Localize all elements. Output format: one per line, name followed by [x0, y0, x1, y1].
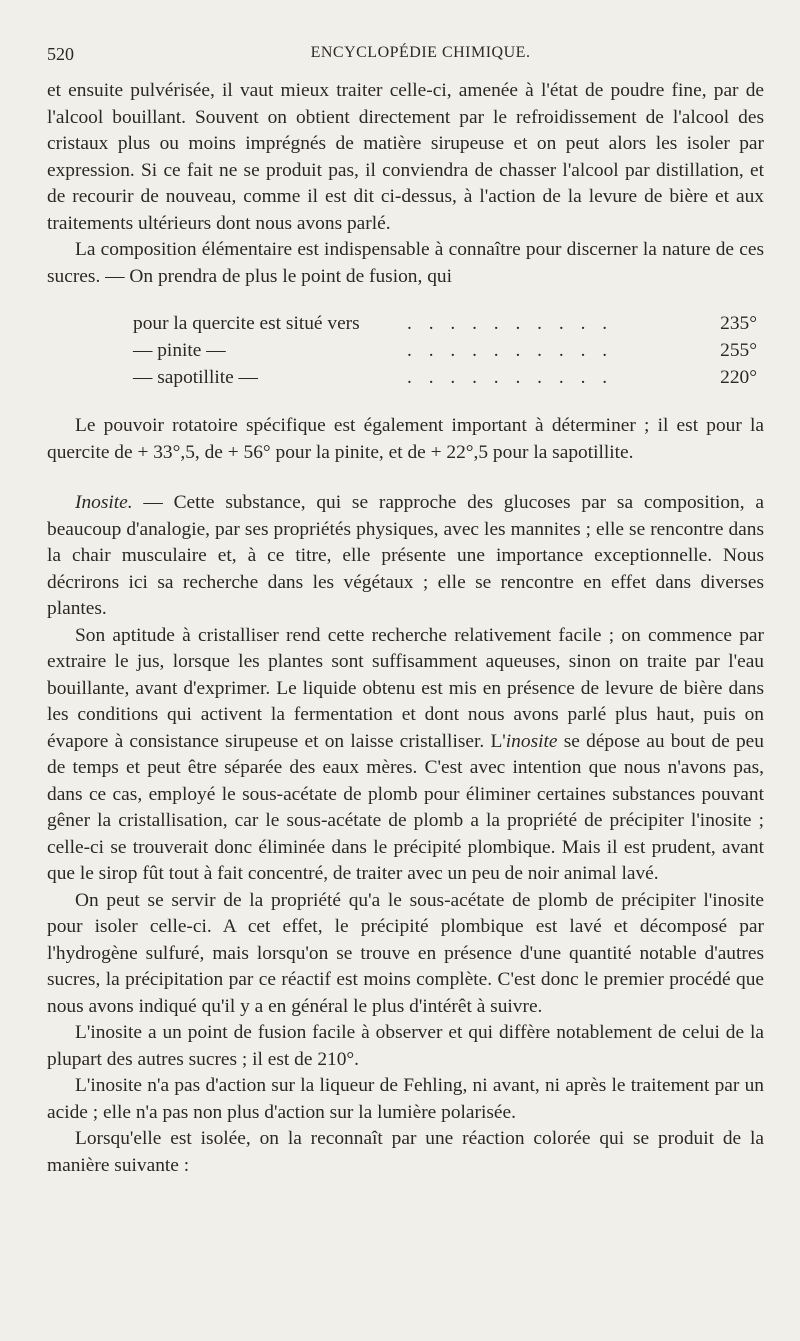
paragraph-inosite-intro [47, 490, 764, 623]
paragraph-text: Son aptitude à cristalliser rend cette recherche relativement facile ; on commence par extraire le jus, lorsque les plantes sont suffisamment aqueuses, sinon on traite par l'eau bouillante, avant d'exprimer. Le liquide obtenu est mis en présence de levure de bière dans les conditions qui activent la fermentation et dont nous avons parlé plus haut, puis on évapore à consistance sirupeuse et on laisse cristalliser. [47, 624, 764, 752]
paragraph-lead-subacetate: On peut se servir de la propriété qu'a le sous-acétate de plomb de précipiter l'inosite pour isoler celle-ci. A cet effet, le précipité plombique est lavé et décomposé par l'hydrogène sulfuré, mais lorsqu'on se trouve en présence d'une quantité notable d'autres sucres, la précipitation par ce réactif est moins complète. C'est donc le premier procédé que nous avons indiqué qu'il y a en général le plus d'intérêt à suivre. [47, 889, 764, 1017]
section-title-inosite: Inosite. [75, 492, 133, 513]
fusion-label: — pinite — [133, 340, 226, 361]
paragraph-fusion-point: L'inosite a un point de fusion facile à observer et qui diffère notablement de celui de la plupart des autres sucres ; il est de 210°. [47, 1022, 764, 1070]
paragraph-fehling: L'inosite n'a pas d'action sur la liqueur de Fehling, ni avant, ni après le traitement par un acide ; elle n'a pas non plus d'action sur la lumière polarisée. [47, 1075, 764, 1123]
italic-term: inosite [505, 730, 558, 752]
paragraph-text: — Cette substance, qui se rapproche des glucoses par sa composition, a beaucoup d'analogie, par ses propriétés physiques, avec les mannites ; elle se rencontre dans la chair musculaire et, à ce titre, elle présente une importance exceptionnelle. Nous décrirons ici sa recherche dans les végétaux ; elle se rencontre en effet dans diverses plantes. [47, 492, 764, 619]
leader-dots: . . . . . . . . . . [407, 313, 614, 334]
paragraph-text: se dépose au bout de peu de temps et peut être séparée des eaux mères. C'est avec intention que nous n'avons pas, dans ce cas, employé le sous-acétate de plomb pour éliminer certaines substances pouvant gêner la cristallisation, car le sous-acétate de plomb a la propriété de précipiter l'inosite ; celle-ci se trouverait donc éliminée dans le précipité plombique. Mais il est prudent, avant que le sirop fût tout à fait concentré, de traiter avec un peu de noir animal lavé. [47, 730, 764, 884]
fusion-row-pinite [47, 337, 764, 364]
fusion-row-quercite [47, 310, 764, 337]
fusion-row-sapotillite [47, 364, 764, 391]
leader-dots: . . . . . . . . . . [407, 340, 614, 361]
paragraph-composition: La composition élémentaire est indispensable à connaître pour discerner la nature de ces sucres. — On prendra de plus le point de fusion, qui [47, 239, 764, 287]
leader-dots: . . . . . . . . . . [407, 367, 614, 388]
fusion-value: 255° [720, 340, 757, 361]
paragraph-text: L' [490, 730, 506, 752]
page-number: 520 [47, 44, 74, 64]
fusion-value: 220° [720, 367, 757, 388]
paragraph-rotatory-power: Le pouvoir rotatoire spécifique est également important à déterminer ; il est pour la quercite de + 33°,5, de + 56° pour la pinite, et de + 22°,5 pour la sapotillite. [47, 415, 764, 463]
fusion-value: 235° [720, 313, 757, 334]
running-head [47, 40, 764, 66]
fusion-label: pour la quercite est situé vers [133, 313, 360, 334]
paragraph-extraction: et ensuite pulvérisée, il vaut mieux traiter celle-ci, amenée à l'état de poudre fine, par de l'alcool bouillant. Souvent on obtient directement par le refroidissement de l'alcool des cristaux plus ou moins imprégnés de matière sirupeuse et on peut alors les isoler par expression. Si ce fait ne se produit pas, il conviendra de chasser l'alcool par distillation, et de recourir de nouveau, comme il est dit ci-dessus, à l'action de la levure de bière et aux traitements ultérieurs dont nous avons parlé. [47, 80, 764, 234]
paragraph-colour-reaction: Lorsqu'elle est isolée, on la reconnaît par une réaction colorée qui se produit de la manière suivante : [47, 1128, 764, 1176]
running-title: ENCYCLOPÉDIE CHIMIQUE. [310, 44, 531, 61]
fusion-label: — sapotillite — [133, 367, 258, 388]
body-text [47, 78, 764, 1179]
fusion-point-table [47, 310, 764, 391]
paragraph-crystallisation [47, 623, 764, 888]
